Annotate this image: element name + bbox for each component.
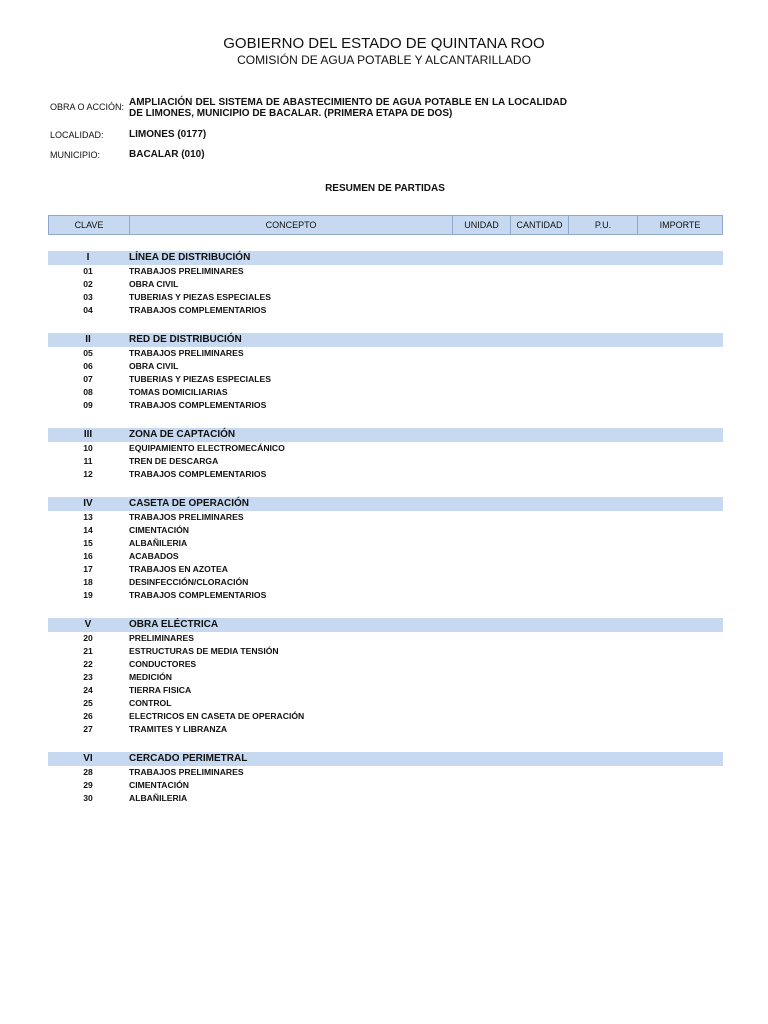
table-row bbox=[48, 779, 723, 792]
item-concepto: TRABAJOS PRELIMINARES bbox=[129, 512, 244, 522]
section-row bbox=[48, 251, 723, 265]
section-concepto: CERCADO PERIMETRAL bbox=[129, 753, 248, 764]
document-subtitle: COMISIÓN DE AGUA POTABLE Y ALCANTARILLADO bbox=[237, 53, 531, 67]
table-row bbox=[48, 589, 723, 602]
item-clave: 10 bbox=[83, 443, 93, 453]
table-row bbox=[48, 684, 723, 697]
item-concepto: EQUIPAMIENTO ELECTROMECÁNICO bbox=[129, 443, 285, 453]
item-clave: 29 bbox=[83, 780, 93, 790]
section-concepto: RED DE DISTRIBUCIÓN bbox=[129, 334, 242, 345]
table-row bbox=[48, 766, 723, 779]
item-clave: 13 bbox=[83, 512, 93, 522]
item-concepto: TUBERIAS Y PIEZAS ESPECIALES bbox=[129, 374, 271, 384]
item-clave: 18 bbox=[83, 577, 93, 587]
section-row bbox=[48, 333, 723, 347]
item-clave: 28 bbox=[83, 767, 93, 777]
table-row bbox=[48, 278, 723, 291]
item-concepto: PRELIMINARES bbox=[129, 633, 194, 643]
section-concepto: ZONA DE CAPTACIÓN bbox=[129, 429, 236, 440]
item-concepto: TIERRA FISICA bbox=[129, 685, 192, 695]
table-row bbox=[48, 632, 723, 645]
localidad-value: LIMONES (0177) bbox=[129, 129, 207, 140]
item-clave: 22 bbox=[83, 659, 93, 669]
municipio-row bbox=[50, 149, 570, 163]
item-clave: 19 bbox=[83, 590, 93, 600]
table-row bbox=[48, 576, 723, 589]
item-clave: 23 bbox=[83, 672, 93, 682]
document-title: GOBIERNO DEL ESTADO DE QUINTANA ROO bbox=[223, 35, 545, 52]
item-clave: 04 bbox=[83, 305, 93, 315]
item-concepto: MEDICIÓN bbox=[129, 672, 172, 682]
section-clave: III bbox=[83, 429, 93, 440]
table-row bbox=[48, 645, 723, 658]
item-concepto: TRABAJOS EN AZOTEA bbox=[129, 564, 228, 574]
obra-value: AMPLIACIÓN DEL SISTEMA DE ABASTECIMIENTO DE AGUA POTABLE EN LA LOCALIDAD DE LIMONES, MUNICIPIO DE BACALAR. (PRIMERA ETAPA DE DOS) bbox=[129, 97, 567, 119]
col-cantidad: CANTIDAD bbox=[511, 216, 569, 234]
section-row bbox=[48, 428, 723, 442]
item-concepto: TUBERIAS Y PIEZAS ESPECIALES bbox=[129, 292, 271, 302]
item-concepto: TRABAJOS PRELIMINARES bbox=[129, 767, 244, 777]
col-clave: CLAVE bbox=[49, 216, 130, 234]
item-clave: 02 bbox=[83, 279, 93, 289]
item-clave: 14 bbox=[83, 525, 93, 535]
item-clave: 03 bbox=[83, 292, 93, 302]
item-clave: 27 bbox=[83, 724, 93, 734]
item-concepto: ACABADOS bbox=[129, 551, 179, 561]
item-clave: 20 bbox=[83, 633, 93, 643]
item-concepto: TREN DE DESCARGA bbox=[129, 456, 219, 466]
item-concepto: CIMENTACIÓN bbox=[129, 525, 189, 535]
item-clave: 30 bbox=[83, 793, 93, 803]
item-concepto: ALBAÑILERIA bbox=[129, 793, 188, 803]
item-concepto: OBRA CIVIL bbox=[129, 361, 179, 371]
table-header bbox=[48, 215, 723, 235]
col-concepto: CONCEPTO bbox=[130, 216, 453, 234]
item-clave: 17 bbox=[83, 564, 93, 574]
table-row bbox=[48, 792, 723, 805]
section-row bbox=[48, 752, 723, 766]
municipio-value: BACALAR (010) bbox=[129, 149, 205, 160]
table-row bbox=[48, 347, 723, 360]
section-clave: IV bbox=[83, 498, 93, 509]
item-clave: 21 bbox=[83, 646, 93, 656]
item-clave: 26 bbox=[83, 711, 93, 721]
item-concepto: TOMAS DOMICILIARIAS bbox=[129, 387, 228, 397]
item-clave: 25 bbox=[83, 698, 93, 708]
section-row bbox=[48, 497, 723, 511]
item-clave: 09 bbox=[83, 400, 93, 410]
section-clave: V bbox=[84, 619, 92, 630]
item-concepto: TRAMITES Y LIBRANZA bbox=[129, 724, 228, 734]
item-clave: 01 bbox=[83, 266, 93, 276]
item-concepto: ALBAÑILERIA bbox=[129, 538, 188, 548]
item-concepto: OBRA CIVIL bbox=[129, 279, 179, 289]
item-concepto: ELECTRICOS EN CASETA DE OPERACIÓN bbox=[129, 711, 305, 721]
item-concepto: TRABAJOS COMPLEMENTARIOS bbox=[129, 590, 267, 600]
table-row bbox=[48, 671, 723, 684]
table-row bbox=[48, 373, 723, 386]
table-row bbox=[48, 537, 723, 550]
table-row bbox=[48, 265, 723, 278]
localidad-row bbox=[50, 129, 570, 143]
table-row bbox=[48, 386, 723, 399]
item-clave: 05 bbox=[83, 348, 93, 358]
col-importe: IMPORTE bbox=[659, 220, 701, 230]
item-concepto: TRABAJOS COMPLEMENTARIOS bbox=[129, 305, 267, 315]
item-concepto: CONDUCTORES bbox=[129, 659, 197, 669]
item-concepto: ESTRUCTURAS DE MEDIA TENSIÓN bbox=[129, 646, 279, 656]
municipio-label: MUNICIPIO: bbox=[50, 150, 101, 160]
section-row bbox=[48, 618, 723, 632]
item-clave: 15 bbox=[83, 538, 93, 548]
section-clave: VI bbox=[83, 753, 93, 764]
table-row bbox=[48, 511, 723, 524]
item-clave: 11 bbox=[83, 456, 93, 466]
table-row bbox=[48, 304, 723, 317]
obra-label: OBRA O ACCIÓN: bbox=[50, 102, 125, 112]
section-concepto: LÍNEA DE DISTRIBUCIÓN bbox=[129, 252, 251, 263]
item-concepto: TRABAJOS COMPLEMENTARIOS bbox=[129, 469, 267, 479]
item-clave: 06 bbox=[83, 361, 93, 371]
item-clave: 07 bbox=[83, 374, 93, 384]
col-pu: P.U. bbox=[569, 216, 638, 234]
localidad-label: LOCALIDAD: bbox=[50, 130, 104, 140]
col-unidad: UNIDAD bbox=[453, 216, 511, 234]
section-clave: II bbox=[85, 334, 91, 345]
table-row bbox=[48, 442, 723, 455]
resumen-title: RESUMEN DE PARTIDAS bbox=[325, 183, 445, 194]
table-body bbox=[48, 236, 723, 805]
table-row bbox=[48, 291, 723, 304]
table-row bbox=[48, 360, 723, 373]
section-concepto: OBRA ELÉCTRICA bbox=[129, 619, 219, 630]
item-clave: 08 bbox=[83, 387, 93, 397]
table-row bbox=[48, 468, 723, 481]
table-row bbox=[48, 399, 723, 412]
table-row bbox=[48, 524, 723, 537]
item-concepto: CIMENTACIÓN bbox=[129, 780, 189, 790]
section-concepto: CASETA DE OPERACIÓN bbox=[129, 498, 250, 509]
table-row bbox=[48, 455, 723, 468]
item-concepto: TRABAJOS PRELIMINARES bbox=[129, 266, 244, 276]
section-clave: I bbox=[86, 252, 90, 263]
item-clave: 12 bbox=[83, 469, 93, 479]
table-row bbox=[48, 710, 723, 723]
table-row bbox=[48, 723, 723, 736]
table-row bbox=[48, 697, 723, 710]
item-concepto: CONTROL bbox=[129, 698, 172, 708]
item-clave: 16 bbox=[83, 551, 93, 561]
table-row bbox=[48, 563, 723, 576]
item-clave: 24 bbox=[83, 685, 93, 695]
item-concepto: TRABAJOS PRELIMINARES bbox=[129, 348, 244, 358]
table-row bbox=[48, 658, 723, 671]
item-concepto: TRABAJOS COMPLEMENTARIOS bbox=[129, 400, 267, 410]
obra-row bbox=[50, 97, 570, 123]
table-row bbox=[48, 550, 723, 563]
item-concepto: DESINFECCIÓN/CLORACIÓN bbox=[129, 577, 249, 587]
